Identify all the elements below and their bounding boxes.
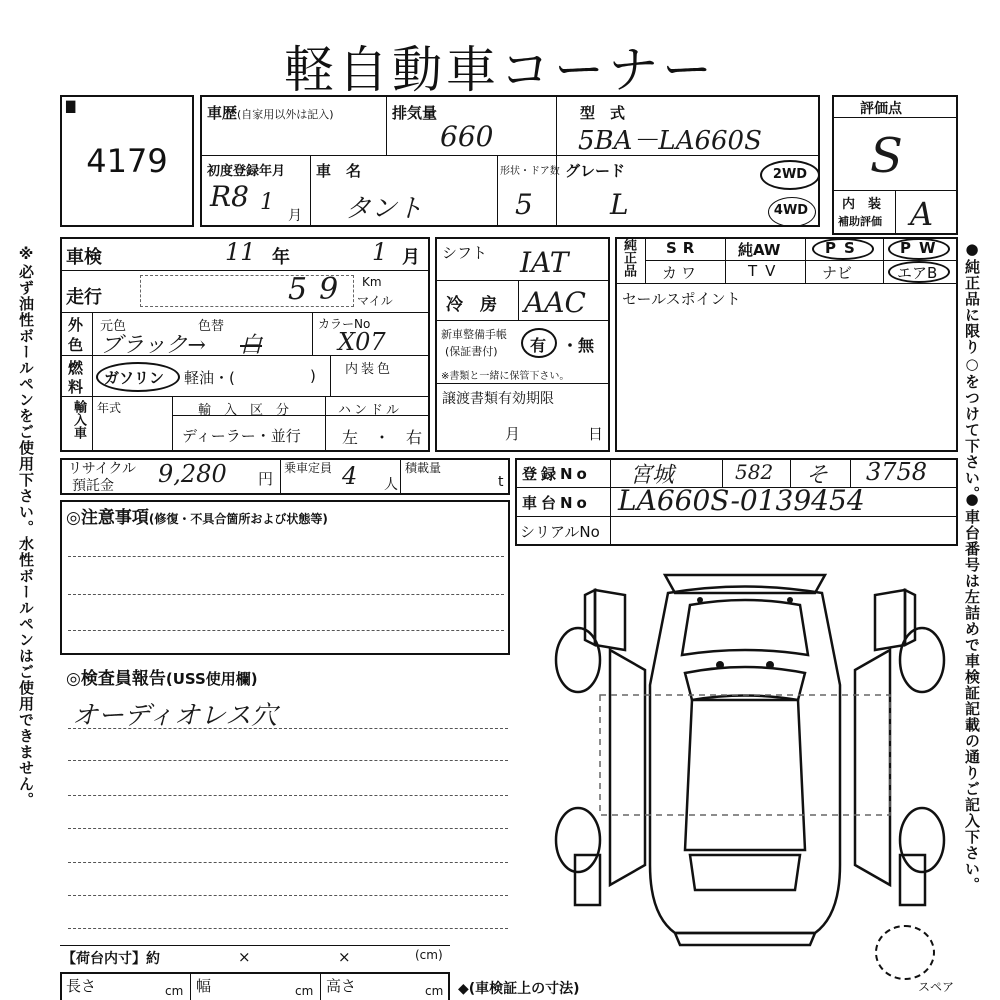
handle-label: ハンドル	[338, 403, 403, 418]
maintenance-no: 無	[578, 336, 595, 355]
maintenance-label-1: 新車整備手帳	[441, 328, 507, 341]
model-value: 5BA－LA660S	[578, 126, 762, 156]
color-label-bottom: 色	[68, 336, 84, 354]
color-label-top: 外	[68, 316, 84, 334]
option-pw: PW	[900, 239, 944, 257]
history-label: 車歴(自家用以外は記入)	[207, 104, 334, 122]
doors-label: 形状・ドア数	[500, 166, 560, 177]
registration-label: 登録No	[522, 465, 591, 483]
ac-value: AAC	[524, 286, 586, 319]
fuel-diesel: 軽油・(	[184, 369, 235, 387]
fuel-label-bottom: 料	[68, 378, 84, 396]
chassis-label: 車台No	[522, 494, 591, 512]
inspection-year-unit: 年	[272, 247, 290, 268]
lot-number-box	[60, 95, 194, 227]
inspection-year: 11	[225, 238, 256, 266]
inspection-month: 1	[372, 238, 388, 266]
interior-label-2: 補助評価	[838, 215, 882, 228]
capacity-value: 4	[342, 462, 358, 490]
color-repaint-label: 色替	[198, 319, 225, 334]
handle-value: 左 ・ 右	[342, 428, 423, 447]
side-note-left: ※必ず油性ボールペンをご使用下さい。水性ボールペンはご使用できません。	[17, 245, 35, 808]
serial-label: シリアルNo	[520, 523, 600, 541]
dim-length-unit: cm	[165, 984, 184, 998]
capacity-label: 乗車定員	[284, 461, 333, 475]
side-note-right-bottom: ●車台番号は左詰めで車検証記載の通りご記入下さい。	[963, 490, 981, 893]
registration-kana: そ	[806, 463, 829, 488]
cargo-x1: ×	[238, 948, 251, 966]
cargo-x2: ×	[338, 948, 351, 966]
shift-label: シフト	[442, 244, 488, 262]
interior-label-1: 内 装	[842, 197, 882, 212]
dims-block	[60, 972, 450, 1000]
dim-width-unit: cm	[295, 984, 314, 998]
inspection-label: 車検	[66, 247, 102, 268]
first-reg-era: R8	[210, 180, 249, 213]
ac-label: 冷 房	[446, 295, 497, 315]
grade-value: L	[610, 188, 629, 221]
fuel-label-top: 燃	[68, 359, 84, 377]
score-label: 評価点	[860, 101, 902, 117]
chassis-value: LA660S-0139454	[618, 484, 865, 517]
spare-tire-icon	[875, 925, 935, 980]
fuel-gasoline: ガソリン	[104, 369, 165, 387]
option-sr: SR	[666, 239, 701, 257]
import-class-value: ディーラー・並行	[182, 427, 301, 445]
load-unit: t	[498, 474, 504, 490]
car-name-value: タント	[345, 194, 424, 224]
registration-number: 3758	[866, 458, 928, 486]
interior-value: A	[910, 195, 934, 233]
import-label: 輸入車	[71, 400, 86, 439]
registration-class: 582	[735, 460, 774, 484]
displacement-value: 660	[440, 120, 494, 153]
mileage-label: 走行	[66, 287, 102, 308]
grade-label: グレード	[565, 162, 626, 180]
displacement-label: 排気量	[392, 104, 438, 122]
fuel-close-paren: )	[310, 367, 316, 385]
dim-length: 長さ	[66, 977, 97, 995]
import-year-label: 年式	[97, 401, 122, 415]
option-tv: TV	[748, 262, 784, 280]
recycle-label-1: リサイクル	[68, 461, 137, 477]
dims-note: ◆(車検証上の寸法)	[458, 981, 580, 997]
corner-mark-icon: ▇	[66, 99, 76, 113]
option-aw: 純AW	[738, 241, 781, 259]
inspection-month-unit: 月	[402, 247, 420, 268]
options-label: 純正品	[621, 238, 636, 277]
maintenance-note: ※書類と一緒に保管下さい。	[441, 371, 570, 382]
side-note-right-top: ●純正品に限り○をつけて下さい。	[963, 240, 981, 502]
color-code-label: カラーNo	[318, 317, 371, 331]
maintenance-sep: ・	[562, 336, 579, 355]
mileage-unit-mile: マイル	[357, 294, 393, 308]
dim-width: 幅	[196, 977, 212, 995]
mileage-value: 59	[288, 272, 351, 307]
recycle-value: 9,280	[158, 460, 227, 488]
load-label: 積載量	[405, 461, 442, 475]
inspector-label: ◎検査員報告(USS使用欄)	[66, 669, 258, 689]
maintenance-yes: 有	[530, 336, 547, 355]
registration-area: 宮城	[630, 463, 675, 488]
mileage-unit-km: Km	[362, 275, 382, 289]
inspector-value: オーディオレス穴	[72, 701, 278, 731]
option-leather: カワ	[662, 264, 701, 282]
car-name-label: 車 名	[316, 162, 362, 180]
interior-color-label: 内装色	[345, 362, 394, 377]
sales-point-label: セールスポイント	[622, 290, 741, 308]
notes-label: ◎注意事項(修復・不具合箇所および状態等)	[66, 508, 328, 528]
transfer-month: 月	[505, 425, 521, 443]
option-airbag: エアB	[897, 264, 938, 282]
drive-4wd: 4WD	[768, 197, 816, 227]
option-navi: ナビ	[822, 264, 853, 282]
transfer-day: 日	[588, 425, 604, 443]
recycle-label-2: 預託金	[72, 478, 114, 494]
transfer-label: 譲渡書類有効期限	[442, 391, 554, 407]
import-class-label: 輸 入 区 分	[198, 403, 290, 418]
color-repaint-value: 白	[240, 333, 263, 358]
lot-number: 4179	[86, 142, 168, 180]
option-ps: PS	[825, 239, 863, 257]
first-reg-label: 初度登録年月	[207, 164, 286, 179]
color-code-value: X07	[338, 328, 386, 356]
spare-label: スペア	[918, 980, 955, 994]
color-orig-label: 元色	[100, 319, 127, 334]
dim-height-unit: cm	[425, 984, 444, 998]
car-diagram	[540, 565, 960, 950]
score-value: S	[870, 128, 903, 184]
recycle-unit: 円	[258, 470, 274, 488]
first-reg-month-unit: 月	[288, 208, 302, 224]
maintenance-label-2: (保証書付)	[445, 345, 498, 358]
cargo-unit: (cm)	[415, 948, 443, 962]
dim-height: 高さ	[326, 977, 357, 995]
capacity-unit: 人	[384, 477, 398, 493]
cargo-label: 【荷台内寸】約	[62, 951, 160, 967]
page-title: 軽自動車コーナー	[284, 41, 716, 99]
model-label: 型 式	[580, 104, 626, 122]
doors-value: 5	[515, 188, 533, 221]
drive-2wd: 2WD	[760, 160, 820, 190]
shift-value: IAT	[520, 246, 569, 279]
first-reg-month: 1	[260, 190, 274, 215]
color-orig-value: ブラック→	[100, 333, 206, 358]
